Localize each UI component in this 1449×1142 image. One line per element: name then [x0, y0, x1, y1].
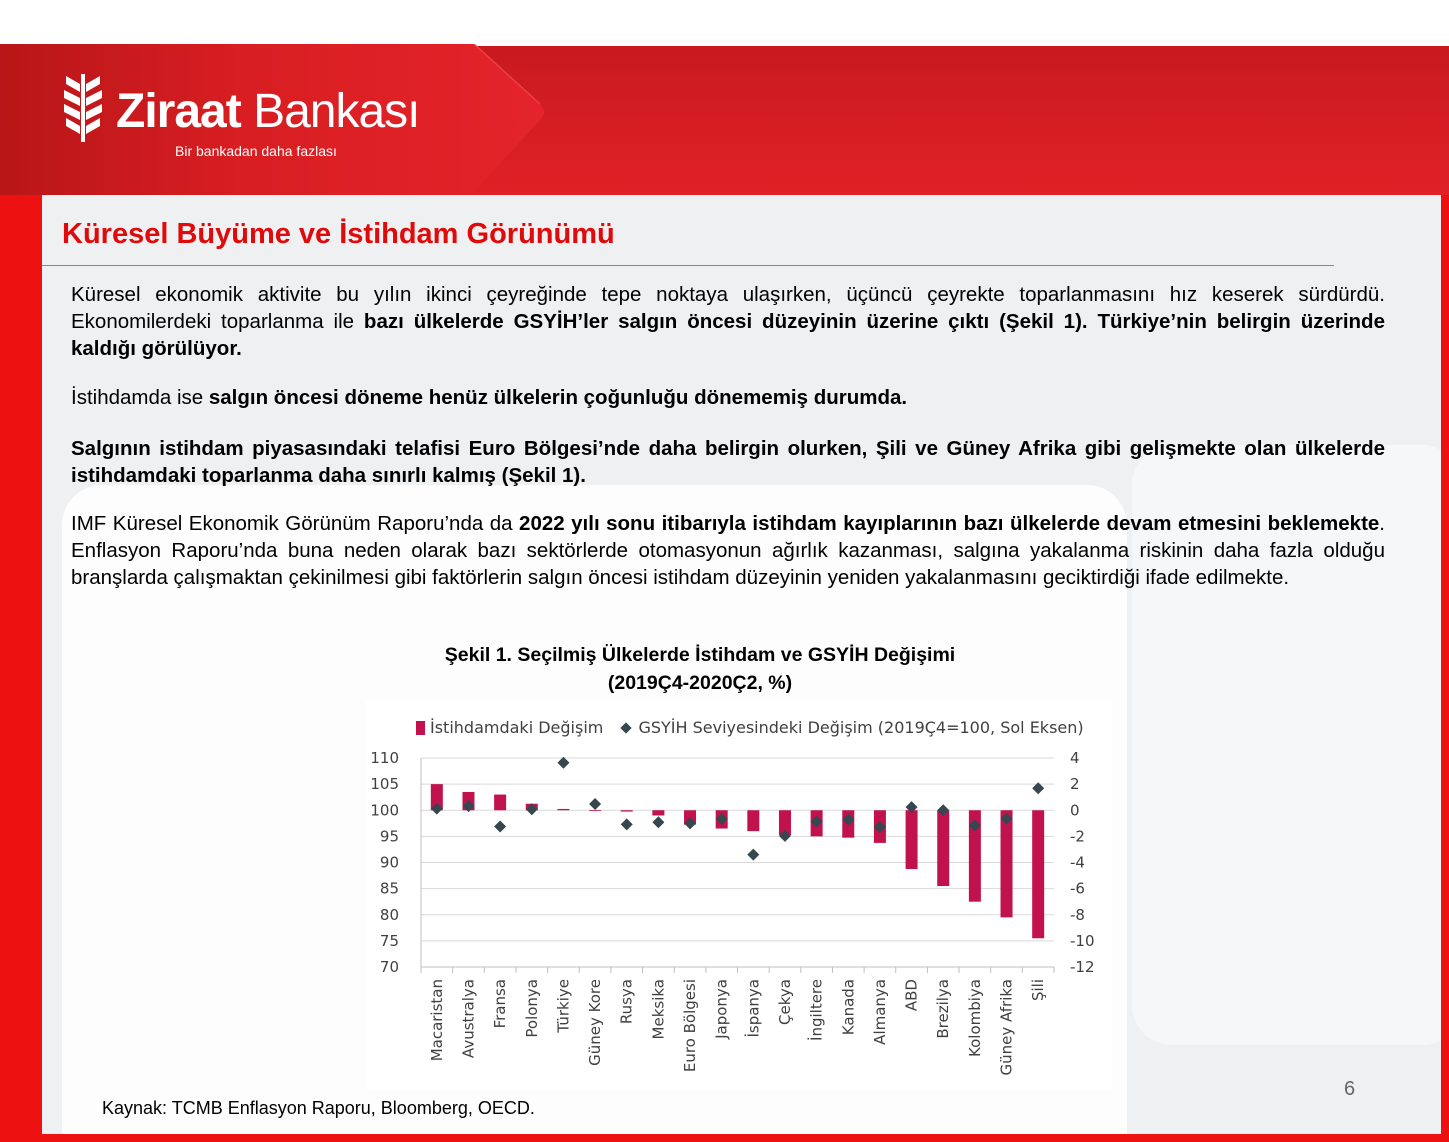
top-strip	[0, 0, 1449, 15]
bar-employment-10	[747, 810, 759, 831]
left-axis-tick-label: 75	[379, 931, 399, 950]
right-axis-tick-label: -2	[1070, 827, 1085, 846]
wheat-logo-icon	[58, 70, 108, 150]
brand-name: Ziraat Bankası	[116, 85, 420, 138]
bar-employment-16	[937, 810, 949, 886]
bar-employment-18	[1001, 810, 1013, 917]
title-divider	[42, 265, 1334, 266]
bar-employment-6	[621, 810, 633, 811]
bar-employment-7	[652, 810, 664, 815]
page-number: 6	[1344, 1078, 1356, 1100]
legend-label-gdp: GSYİH Seviyesindeki Değişim (2019Ç4=100, Sol Eksen)	[638, 718, 1084, 737]
category-label: Türkiye	[554, 979, 573, 1033]
paragraph-4: IMF Küresel Ekonomik Görünüm Raporu’nda da 2022 yılı sonu itibarıyla istihdam kayıplarının bazı ülkelerde devam etmesini beklemekte. Enflasyon Raporu’nda buna neden olarak bazı sektörlerde otomasyonun ağırlık kazanması, salgına yakalanma riskinin daha fazla olduğu branşlarda çalışmaktan çekinilmesi gibi faktörlerin salgın öncesi istihdam düzeyinin yeniden yakalanmasını geciktirdiği ifade edilmekte.	[71, 512, 1385, 589]
right-axis-tick-label: -12	[1070, 958, 1095, 976]
category-label: Avustralya	[459, 979, 478, 1059]
left-axis-tick-label: 90	[379, 853, 399, 872]
bar-employment-5	[589, 810, 601, 811]
left-axis-tick-label: 80	[379, 905, 399, 924]
bar-employment-4	[557, 809, 569, 810]
left-axis-tick-label: 95	[379, 827, 399, 846]
brand-tagline: Bir bankadan daha fazlası	[175, 143, 337, 159]
chart-container	[366, 701, 1112, 1089]
marker-gdp-5	[589, 798, 601, 810]
category-label: İngiltere	[807, 979, 826, 1041]
left-axis-tick-label: 105	[370, 775, 399, 794]
category-label: ABD	[902, 979, 921, 1012]
category-label: Rusya	[617, 979, 636, 1025]
legend-diamond-swatch	[621, 722, 632, 733]
category-label: Euro Bölgesi	[681, 979, 700, 1073]
marker-gdp-4	[557, 757, 569, 769]
right-axis-tick-label: -4	[1070, 853, 1085, 872]
marker-gdp-6	[621, 818, 633, 830]
right-axis-tick-label: 0	[1070, 801, 1080, 820]
right-axis-tick-label: 2	[1070, 775, 1080, 794]
left-axis-tick-label: 110	[370, 749, 399, 767]
page-title: Küresel Büyüme ve İstihdam Görünümü	[62, 218, 615, 250]
category-label: Fransa	[491, 979, 510, 1029]
category-label: Meksika	[649, 979, 668, 1040]
category-label: Çekya	[775, 979, 794, 1025]
bar-employment-2	[494, 795, 506, 811]
paragraph-2: İstihdamda ise salgın öncesi döneme henüz ülkelerin çoğunluğu dönememiş durumda.	[71, 386, 908, 409]
marker-gdp-7	[652, 816, 664, 828]
right-axis-tick-label: -6	[1070, 879, 1085, 898]
category-label: Japonya	[712, 979, 731, 1039]
paragraph-3: Salgının istihdam piyasasındaki telafisi Euro Bölgesi’nde daha belirgin olurken, Şili ve Güney Afrika gibi gelişmekte olan ülkelerde istihdamdaki toparlanma daha sınırlı kalmış (Şekil 1).	[71, 437, 1385, 487]
right-axis-tick-label: -8	[1070, 905, 1085, 924]
category-label: Macaristan	[427, 979, 446, 1062]
figure-title: Şekil 1. Seçilmiş Ülkelerde İstihdam ve GSYİH Değişimi (2019Ç4-2020Ç2, %)	[444, 644, 956, 694]
marker-gdp-2	[494, 820, 506, 832]
legend-bar-swatch	[416, 721, 425, 735]
left-axis-tick-label: 70	[379, 958, 399, 976]
left-axis-tick-label: 85	[379, 879, 399, 898]
right-axis-tick-label: 4	[1070, 749, 1080, 767]
category-label: Kolombiya	[965, 979, 984, 1057]
category-label: Polonya	[522, 979, 541, 1038]
source-note: Kaynak: TCMB Enflasyon Raporu, Bloomberg, OECD.	[102, 1098, 535, 1118]
category-label: Almanya	[870, 979, 889, 1045]
legend-label-employment: İstihdamdaki Değişim	[430, 718, 604, 737]
chart-plot	[366, 701, 1112, 1089]
left-axis-tick-label: 100	[370, 801, 399, 820]
category-label: Brezilya	[934, 979, 953, 1039]
category-label: Kanada	[839, 979, 858, 1036]
chart-legend	[416, 718, 1084, 737]
bar-employment-19	[1032, 810, 1044, 938]
category-label: Şili	[1029, 979, 1048, 1002]
right-axis-tick-label: -10	[1070, 931, 1095, 950]
bar-employment-15	[906, 810, 918, 869]
marker-gdp-10	[747, 849, 759, 861]
category-label: Güney Afrika	[997, 979, 1016, 1076]
category-label: Güney Kore	[586, 979, 605, 1066]
category-label: İspanya	[744, 979, 763, 1038]
paragraph-1: Küresel ekonomik aktivite bu yılın ikinci çeyreğinde tepe noktaya ulaşırken, üçüncü çeyrekte toparlanmasını hız keserek sürdürdü. Ekonomilerdeki toparlanma ile bazı ülkelerde GSYİH’ler salgın öncesi düzeyinin üzerine çıktı (Şekil 1). Türkiye’nin belirgin üzerinde kaldığı görülüyor.	[71, 283, 1385, 360]
